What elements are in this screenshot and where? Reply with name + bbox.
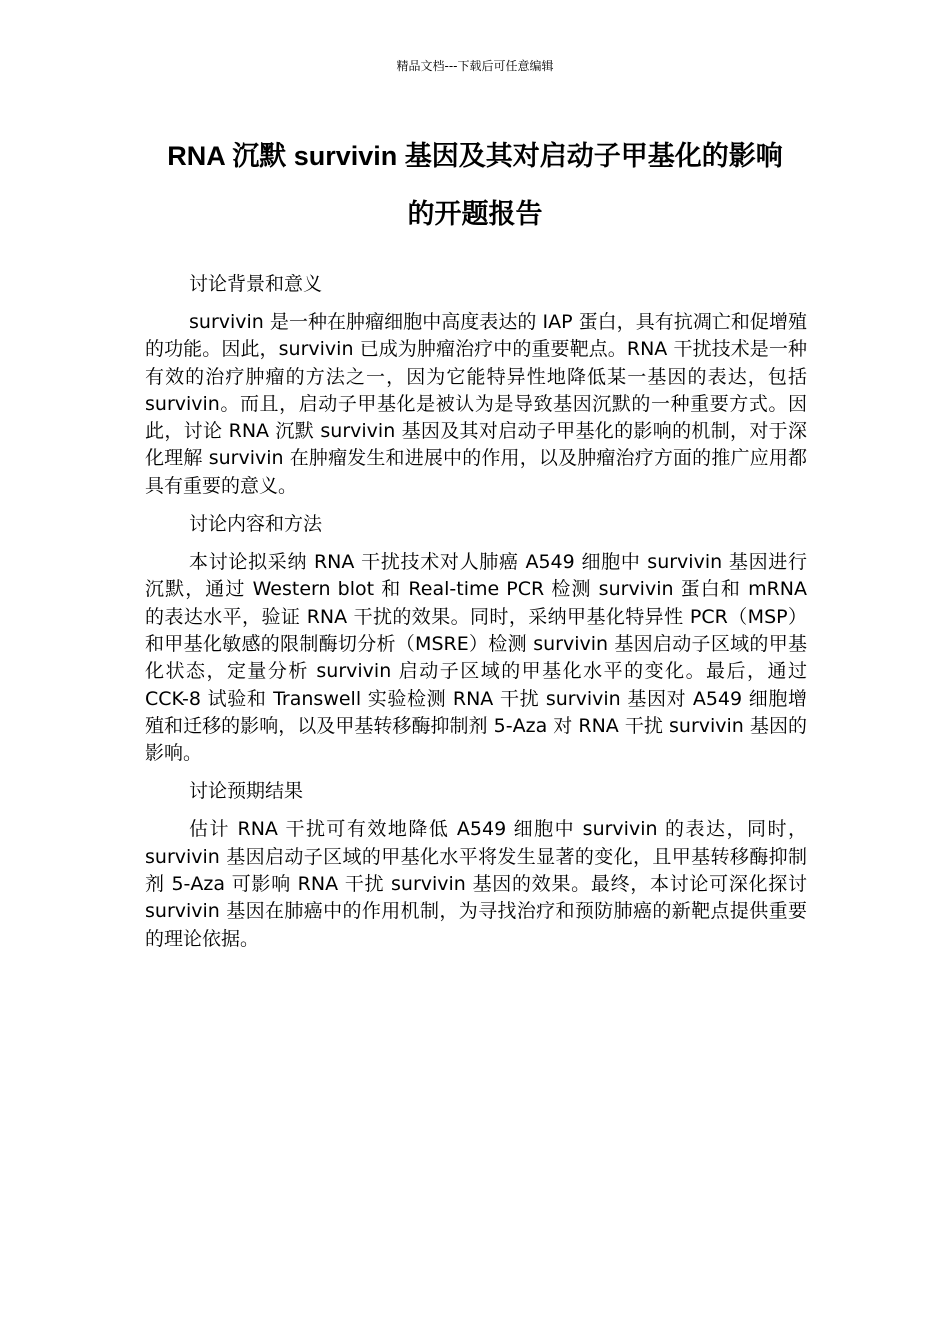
title-line-2: 的开题报告 (407, 199, 543, 229)
section-heading-methods: 讨论内容和方法 (189, 513, 323, 536)
document-body (145, 271, 807, 964)
section-body-expected-results: 估计 RNA 干扰可有效地降低 A549 细胞中 survivin 的表达，同时，survivin 基因启动子区域的甲基化水平将发生显著的变化，且甲基转移酶抑制剂 5-Aza 可影响 RNA 干扰 survivin 基因的效果。最终，本讨论可深化探讨 survivin 基因在肺癌中的作用机制，为寻找治疗和预防肺癌的新靶点提供重要的理论依据。 (145, 818, 807, 950)
section-body-methods: 本讨论拟采纳 RNA 干扰技术对人肺癌 A549 细胞中 survivin 基因进行沉默，通过 Western blot 和 Real-time PCR 检测 survivin 蛋白和 mRNA 的表达水平，验证 RNA 干扰的效果。同时，采纳甲基化特异性 PCR（MSP）和甲基化敏感的限制酶切分析（MSRE）检测 survivin 基因启动子区域的甲基化状态，定量分析 survivin 启动子区域的甲基化水平的变化。最后，通过 CCK-8 试验和 Transwell 实验检测 RNA 干扰 survivin 基因对 A549 细胞增殖和迁移的影响，以及甲基转移酶抑制剂 5-Aza 对 RNA 干扰 survivin 基因的影响。 (145, 551, 807, 765)
section-heading-background: 讨论背景和意义 (189, 273, 323, 295)
title-line-1: RNA 沉默 survivin 基因及其对启动子甲基化的影响 (167, 141, 783, 171)
header-note: 精品文档---下载后可任意编辑 (396, 59, 554, 73)
section-body-background: survivin 是一种在肿瘤细胞中高度表达的 IAP 蛋白，具有抗凋亡和促增殖的功能。因此，survivin 已成为肿瘤治疗中的重要靶点。RNA 干扰技术是一种有效的治疗肿瘤的方法之一，因为它能特异性地降低某一基因的表达，包括 survivin。而且，启动子甲基化是被认为是导致基因沉默的一种重要方式。因此，讨论 RNA 沉默 survivin 基因及其对启动子甲基化的影响的机制，对于深化理解 survivin 在肿瘤发生和进展中的作用，以及肿瘤治疗方面的推广应用都具有重要的意义。 (145, 311, 807, 497)
section-heading-expected-results: 讨论预期结果 (189, 780, 304, 803)
document-title (120, 127, 830, 243)
